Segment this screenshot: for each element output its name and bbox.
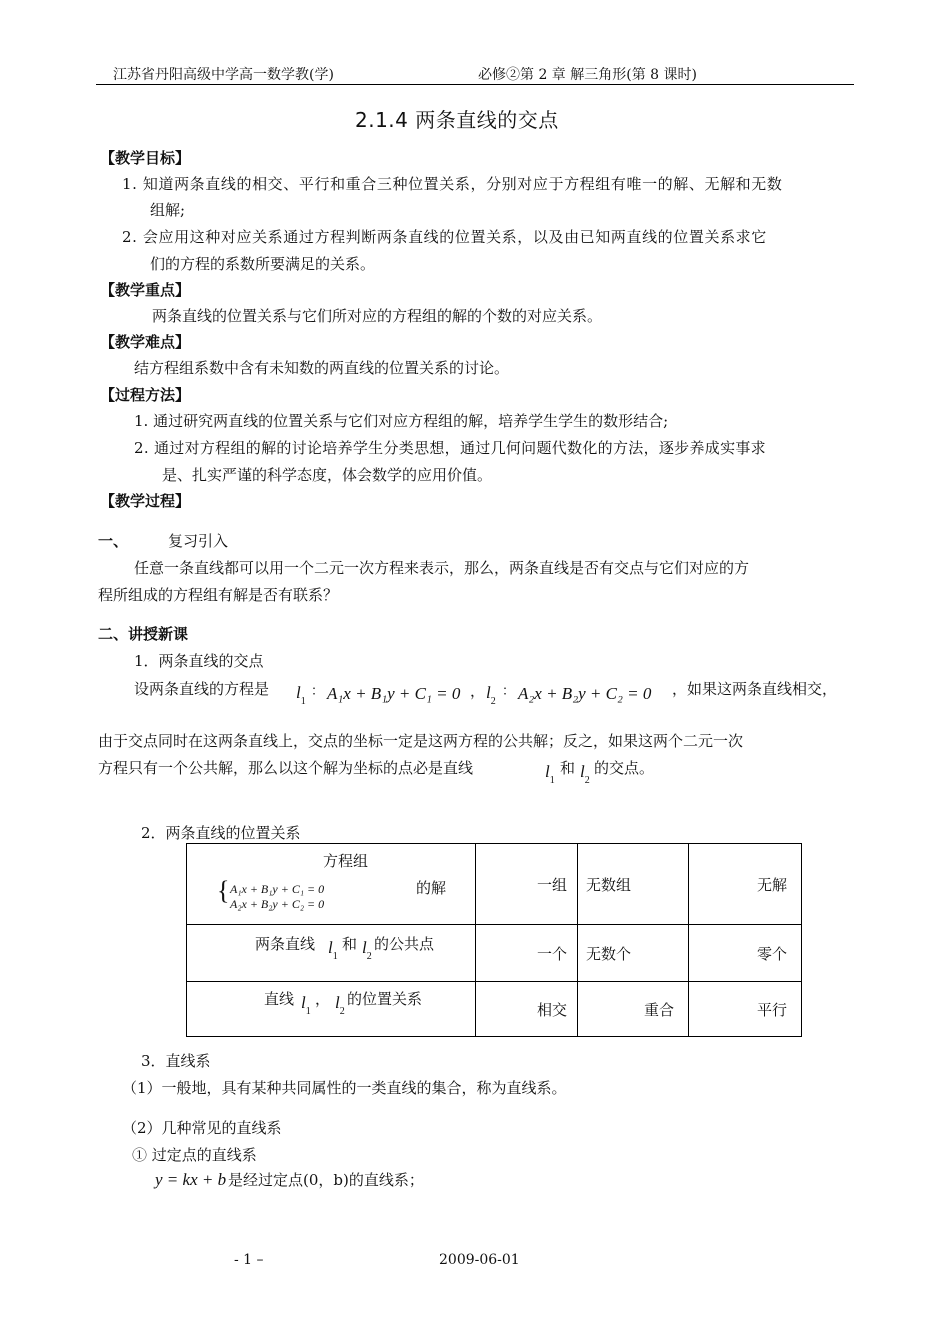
head-solution: 的解 [416,879,447,897]
table-head-cell [187,844,476,925]
table-row [187,844,802,925]
page-title: 2.1.4 两条直线的交点 [355,108,559,132]
method-item-1: 1. 通过研究两直线的位置关系与它们对应方程组的解，培养学生学生的数形结合; [134,412,669,430]
family-common: （2）几种常见的直线系 [122,1119,282,1137]
fixed-point-heading: ① 过定点的直线系 [132,1146,257,1164]
and-word: 和 [560,759,576,777]
part2-sub2: 2．两条直线的位置关系 [141,824,301,842]
line-l2-symbol: $l_2$ [580,762,590,786]
page-number: - 1 – [234,1252,264,1268]
difficulty-text: 结方程组系数中含有未知数的两直线的位置关系的讨论。 [134,359,510,377]
key-text: 两条直线的位置关系与它们所对应的方程组的解的个数的对应关系。 [152,307,603,325]
table-row [187,982,802,1037]
method-item-2-cont: 是、扎实严谨的科学态度，体会数学的应用价值。 [162,466,493,484]
system-eq-2: A₂x + B₂y + C₂ = 0 [230,897,325,911]
fixed-point-equation: y = kx + b [155,1170,227,1189]
table-head-cell [187,925,476,982]
method-item-2: 2. 通过对方程组的解的讨论培养学生分类思想，通过几何问题代数化的方法，逐步养成实事求 [134,439,766,457]
cell-parallel: 平行 [689,982,802,1037]
part1-line-1: 任意一条直线都可以用一个二元一次方程来表示，那么，两条直线是否有交点与它们对应的方 [134,559,750,577]
intersection-word: 的交点。 [594,759,655,777]
part2-sub3: 3．直线系 [141,1052,211,1070]
head-system: 方程组 [323,852,369,870]
key-heading: 【教学重点】 [100,281,191,299]
head-and: 和 [342,935,358,953]
difficulty-heading: 【教学难点】 [100,333,191,351]
line-l2-symbol: $l_2$ [335,993,345,1017]
part1-number: 一、 [98,532,129,550]
system-eq-1: A₁x + B₁y + C₁ = 0 [230,882,325,896]
part1-line-2: 程所组成的方程组有解是否有联系？ [98,586,339,604]
colon-1: ： [311,684,325,699]
cell-one-solution: 一组 [476,844,578,925]
head-comma: ， [315,990,331,1008]
line-l2-symbol: $l_2$ [486,683,496,707]
goal-item-1: 1. 知道两条直线的相交、平行和重合三种位置关系，分别对应于方程组有唯一的解、无解和无数 [122,175,783,193]
fixed-point-text: 是经过定点(0，b)的直线系； [228,1171,424,1189]
part2-heading: 二、讲授新课 [98,625,189,643]
equation-2: A₂x + B₂y + C₂ = 0 [518,684,652,703]
table-head-cell [187,982,476,1037]
cell-no-solution: 无解 [689,844,802,925]
cell-zero-points: 零个 [689,925,802,982]
part1-heading: 复习引入 [168,532,229,550]
footer-date: 2009-06-01 [439,1252,520,1268]
cell-one-point: 一个 [476,925,578,982]
colon-2: ： [502,684,516,699]
part2-line-b: 方程只有一个公共解，那么以这个解为坐标的点必是直线 [98,759,474,777]
intersect-condition: ，如果这两条直线相交， [672,680,838,698]
line-l1-symbol: $l_1$ [545,762,555,786]
family-definition: （1）一般地，具有某种共同属性的一类直线的集合，称为直线系。 [122,1079,567,1097]
line-l1-symbol: $l_1$ [296,683,306,707]
part2-intro: 设两条直线的方程是 [134,680,270,698]
goal-item-1-cont: 组解; [150,201,186,219]
header-rule [96,84,854,85]
part2-sub1: 1．两条直线的交点 [134,652,264,670]
goal-item-2: 2. 会应用这种对应关系通过方程判断两条直线的位置关系，以及由已知两直线的位置关系求它 [122,228,767,246]
equation-1: A₁x + B₁y + C₁ = 0 [327,684,461,703]
method-heading: 【过程方法】 [100,386,191,404]
header-left: 江苏省丹阳高级中学高一数学教(学) [113,67,334,83]
comma-1: ， [470,682,486,700]
line-l2-symbol: $l_2$ [362,938,372,962]
table-row [187,925,802,982]
cell-coincide: 重合 [578,982,689,1037]
head-position-relation: 的位置关系 [347,990,423,1008]
goal-item-2-cont: 们的方程的系数所要满足的关系。 [150,255,376,273]
cell-intersect: 相交 [476,982,578,1037]
cell-infinite-solutions: 无数组 [578,844,689,925]
header-right: 必修②第 2 章 解三角形(第 8 课时) [478,67,697,83]
part2-line-a: 由于交点同时在这两条直线上，交点的坐标一定是这两方程的公共解；反之，如果这两个二元一次 [98,732,744,750]
head-two-lines: 两条直线 [255,935,316,953]
process-heading: 【教学过程】 [100,492,191,510]
relation-table [186,843,802,1037]
line-l1-symbol: $l_1$ [328,938,338,962]
head-common-points: 的公共点 [374,935,435,953]
cell-infinite-points: 无数个 [578,925,689,982]
brace-icon: { [217,876,230,905]
line-l1-symbol: $l_1$ [301,993,311,1017]
goals-heading: 【教学目标】 [100,149,191,167]
head-lines: 直线 [264,990,295,1008]
